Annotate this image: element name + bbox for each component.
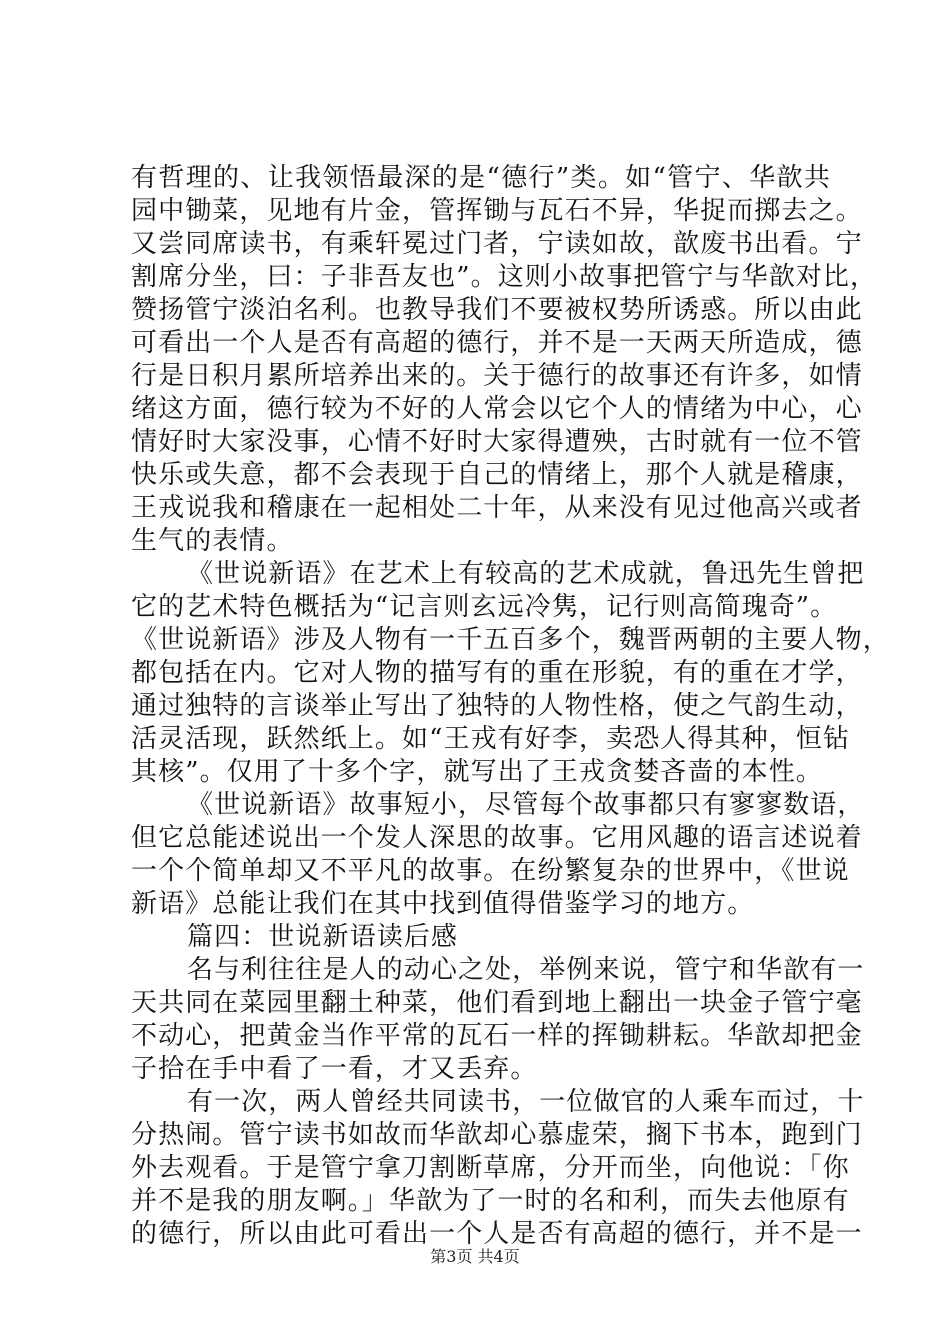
paragraph-start-line: 《世说新语》故事短小，尽管每个故事都只有寥寥数语， xyxy=(187,790,865,820)
text-line: 的德行，所以由此可看出一个人是否有高超的德行，并不是一 xyxy=(131,1219,863,1249)
paragraph-start-line: 名与利往往是人的动心之处，举例来说，管宁和华歆有一 xyxy=(187,955,865,985)
text-line: 不动心，把黄金当作平常的瓦石一样的挥锄耕耘。华歆却把金 xyxy=(131,1021,863,1051)
text-line: 情好时大家没事，心情不好时大家得遭殃，古时就有一位不管 xyxy=(131,427,863,457)
text-line: 子拾在手中看了一看，才又丢弃。 xyxy=(131,1054,538,1084)
text-line: 生气的表情。 xyxy=(131,526,294,556)
text-line: 其核”。仅用了十多个字，就写出了王戎贪婪吝啬的本性。 xyxy=(131,757,823,787)
text-line: 它的艺术特色概括为“记言则玄远冷隽，记行则高简瑰奇”。 xyxy=(131,592,838,622)
text-line: 都包括在内。它对人物的描写有的重在形貌，有的重在才学， xyxy=(131,658,863,688)
text-line: 外去观看。于是管宁拿刀割断草席，分开而坐，向他说：「你 xyxy=(131,1153,850,1183)
text-line: 割席分坐，曰：子非吾友也”。这则小故事把管宁与华歆对比， xyxy=(131,262,878,292)
paragraph-start-line: 《世说新语》在艺术上有较高的艺术成就，鲁迅先生曾把 xyxy=(187,559,865,589)
text-line: 通过独特的言谈举止写出了独特的人物性格，使之气韵生动， xyxy=(131,691,863,721)
text-line: 但它总能述说出一个发人深思的故事。它用风趣的语言述说着 xyxy=(131,823,863,853)
page-number-label: 第3页 共4页 xyxy=(430,1247,520,1266)
text-line: 新语》总能让我们在其中找到值得借鉴学习的地方。 xyxy=(131,889,755,919)
text-line: 园中锄菜，见地有片金，管挥锄与瓦石不异，华捉而掷去之。 xyxy=(131,196,863,226)
document-body xyxy=(131,162,890,1251)
text-line: 并不是我的朋友啊。」华歆为了一时的名和利，而失去他原有 xyxy=(131,1186,850,1216)
text-line: 快乐或失意，都不会表现于自己的情绪上，那个人就是稽康， xyxy=(131,460,863,490)
text-line: 绪这方面，德行较为不好的人常会以它个人的情绪为中心，心 xyxy=(131,394,863,424)
paragraph-start-line: 有一次，两人曾经共同读书，一位做官的人乘车而过，十 xyxy=(187,1087,865,1117)
section-heading: 篇四：世说新语读后感 xyxy=(187,922,459,952)
text-line: 有哲理的、让我领悟最深的是“德行”类。如“管宁、华歆共 xyxy=(131,163,831,193)
text-line: 活灵活现，跃然纸上。如“王戎有好李，卖恐人得其种，恒钻 xyxy=(131,724,850,754)
text-line: 一个个简单却又不平凡的故事。在纷繁复杂的世界中，《世说 xyxy=(131,856,850,886)
text-line: 分热闹。管宁读书如故而华歆却心慕虚荣，搁下书本，跑到门 xyxy=(131,1120,863,1150)
text-line: 又尝同席读书，有乘轩冕过门者，宁读如故，歆废书出看。宁 xyxy=(131,229,863,259)
page-footer xyxy=(0,1244,950,1267)
text-line: 可看出一个人是否有高超的德行，并不是一天两天所造成，德 xyxy=(131,328,863,358)
text-line: 赞扬管宁淡泊名利。也教导我们不要被权势所诱惑。所以由此 xyxy=(131,295,863,325)
text-line: 王戎说我和稽康在一起相处二十年，从来没有见过他高兴或者 xyxy=(131,493,863,523)
text-line: 《世说新语》涉及人物有一千五百多个，魏晋两朝的主要人物， xyxy=(131,625,890,655)
text-line: 行是日积月累所培养出来的。关于德行的故事还有许多，如情 xyxy=(131,361,863,391)
text-line: 天共同在菜园里翻土种菜，他们看到地上翻出一块金子管宁毫 xyxy=(131,988,863,1018)
